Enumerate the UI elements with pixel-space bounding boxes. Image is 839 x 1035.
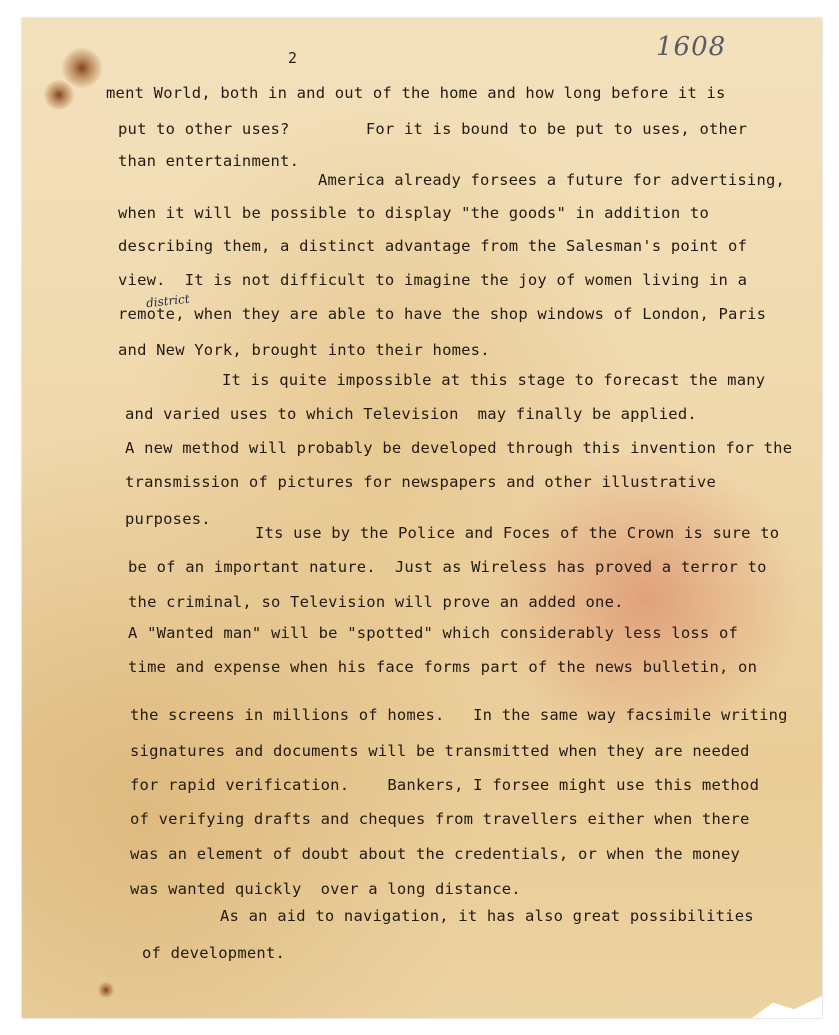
handwritten-insertion: district xyxy=(145,291,191,311)
text-line: It is quite impossible at this stage to forecast the many xyxy=(222,371,766,389)
text-line: put to other uses? For it is bound to be put to uses, other xyxy=(118,120,748,138)
page-number: 2 xyxy=(288,49,298,67)
text-line: the screens in millions of homes. In the same way facsimile writing xyxy=(130,706,788,724)
text-line: As an aid to navigation, it has also great possibilities xyxy=(220,907,754,925)
text-line: America already forsees a future for advertising, xyxy=(318,171,786,189)
text-line: ment World, both in and out of the home and how long before it is xyxy=(106,84,726,102)
text-line: A new method will probably be developed through this invention for the xyxy=(125,439,793,457)
text-line: the criminal, so Television will prove an added one. xyxy=(128,593,624,611)
text-line: describing them, a distinct advantage from the Salesman's point of xyxy=(118,237,748,255)
text-line: and New York, brought into their homes. xyxy=(118,341,490,359)
text-line: remote, when they are able to have the shop windows of London, Paris xyxy=(118,305,767,323)
text-line: purposes. xyxy=(125,510,211,528)
torn-corner xyxy=(752,996,822,1018)
text-line: view. It is not difficult to imagine the joy of women living in a xyxy=(118,271,748,289)
text-line: signatures and documents will be transmitted when they are needed xyxy=(130,742,750,760)
text-line: A "Wanted man" will be "spotted" which considerably less loss of xyxy=(128,624,739,642)
text-line: for rapid verification. Bankers, I forsee might use this method xyxy=(130,776,760,794)
text-line: be of an important nature. Just as Wireless has proved a terror to xyxy=(128,558,767,576)
text-line: of verifying drafts and cheques from travellers either when there xyxy=(130,810,750,828)
text-line: and varied uses to which Television may finally be applied. xyxy=(125,405,697,423)
text-line: than entertainment. xyxy=(118,152,300,170)
text-line: Its use by the Police and Foces of the Crown is sure to xyxy=(255,524,780,542)
text-line: transmission of pictures for newspapers and other illustrative xyxy=(125,473,716,491)
text-line: when it will be possible to display "the goods" in addition to xyxy=(118,204,709,222)
typewritten-page xyxy=(22,18,822,1018)
stain-spot xyxy=(98,982,114,998)
text-line: of development. xyxy=(142,944,285,962)
text-line: was wanted quickly over a long distance. xyxy=(130,880,521,898)
archive-number: 1608 xyxy=(656,32,727,62)
text-line: was an element of doubt about the credentials, or when the money xyxy=(130,845,741,863)
stain-spot xyxy=(44,80,74,110)
text-line: time and expense when his face forms part of the news bulletin, on xyxy=(128,658,758,676)
